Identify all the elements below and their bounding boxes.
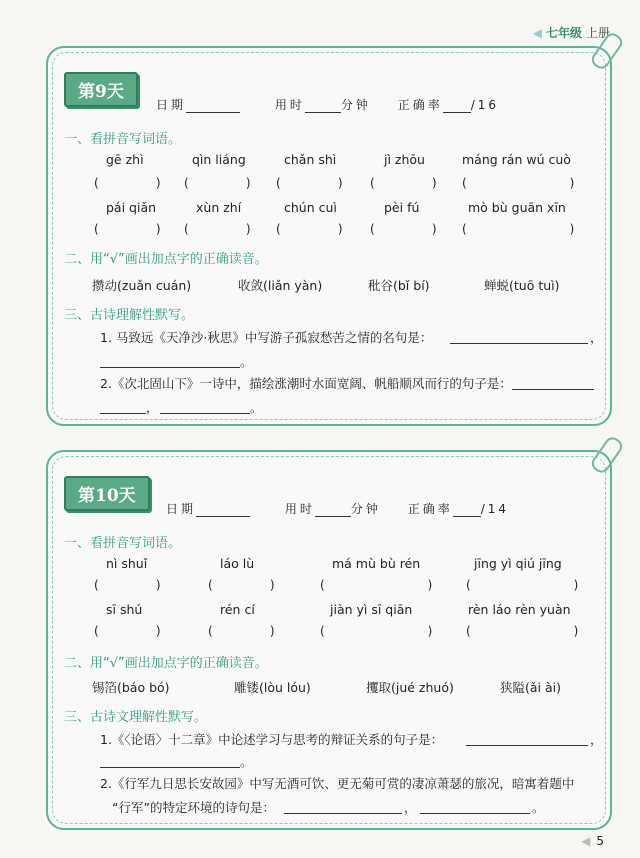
- punctuation: ，: [404, 800, 417, 815]
- answer-box[interactable]: ( ): [276, 222, 343, 236]
- pronunciation-choice[interactable]: 秕谷(bǐ bí): [368, 278, 430, 293]
- volume-label: 上册: [585, 26, 610, 40]
- pinyin: rén cí: [220, 602, 255, 617]
- answer-box[interactable]: ( ): [208, 624, 275, 638]
- answer-box[interactable]: ( ): [370, 222, 437, 236]
- pinyin: rèn láo rèn yuàn: [468, 602, 571, 617]
- answer-box[interactable]: ( ): [184, 222, 251, 236]
- day9-card: [46, 46, 612, 426]
- pinyin: sī shú: [106, 602, 143, 617]
- accuracy-label: 正确率: [407, 502, 453, 516]
- question-1: 1.《〈论语〉十二章》中论述学习与思考的辩证关系的句子是：: [100, 732, 444, 747]
- answer-box[interactable]: ( ): [370, 176, 437, 190]
- pinyin: nì shuǐ: [106, 556, 148, 571]
- time-field[interactable]: [305, 100, 341, 113]
- time-label: 用时: [284, 502, 315, 516]
- punctuation: ，: [590, 330, 603, 345]
- minute-label: 分钟: [350, 502, 381, 516]
- date-field[interactable]: [186, 100, 240, 113]
- answer-line[interactable]: [450, 342, 588, 344]
- answer-box[interactable]: ( ): [276, 176, 343, 190]
- answer-line[interactable]: [160, 412, 250, 414]
- pronunciation-choice[interactable]: 攒动(zuǎn cuán): [92, 278, 192, 293]
- answer-box[interactable]: ( ): [320, 578, 433, 592]
- accuracy-label: 正确率: [397, 98, 443, 112]
- question-1: 1. 马致远《天净沙·秋思》中写游子孤寂愁苦之情的名句是：: [100, 330, 433, 345]
- accuracy-total: /16: [470, 98, 500, 112]
- pinyin: pèi fú: [384, 200, 420, 215]
- punctuation: 。: [250, 400, 263, 415]
- punctuation: ，: [590, 732, 603, 747]
- arrow-icon: ◀: [532, 26, 542, 40]
- paperclip-icon: [589, 434, 626, 475]
- pinyin: xùn zhí: [196, 200, 242, 215]
- pronunciation-choice[interactable]: 攫取(jué zhuó): [366, 680, 454, 695]
- pronunciation-choice[interactable]: 蝉蜕(tuō tuì): [484, 278, 560, 293]
- section-1-title: 一、看拼音写词语。: [64, 536, 182, 551]
- minute-label: 分钟: [340, 98, 371, 112]
- pinyin: jiàn yì sī qiān: [330, 602, 413, 617]
- section-3-title: 三、古诗文理解性默写。: [64, 710, 208, 725]
- answer-line[interactable]: [100, 412, 146, 414]
- answer-box[interactable]: ( ): [94, 624, 161, 638]
- section-2-title: 二、用“√”画出加点字的正确读音。: [64, 252, 268, 267]
- pinyin: jì zhōu: [384, 152, 425, 167]
- grade-label: 七年级: [545, 26, 582, 40]
- pinyin: chún cuì: [284, 200, 337, 215]
- answer-box[interactable]: ( ): [462, 222, 575, 236]
- answer-line[interactable]: [466, 744, 588, 746]
- answer-line[interactable]: [100, 766, 240, 768]
- date-field[interactable]: [196, 504, 250, 517]
- page-number: [581, 834, 604, 848]
- day-badge: 第9天: [64, 72, 138, 107]
- question-2: 2.《次北固山下》一诗中，描绘涨潮时水面宽阔、帆船顺风而行的句子是：: [100, 376, 512, 391]
- pronunciation-choice[interactable]: 狭隘(ǎi ài): [500, 680, 561, 695]
- answer-box[interactable]: ( ): [94, 222, 161, 236]
- pinyin: mò bù guān xīn: [468, 200, 566, 215]
- answer-box[interactable]: ( ): [320, 624, 433, 638]
- answer-box[interactable]: ( ): [466, 578, 579, 592]
- answer-line[interactable]: [512, 388, 594, 390]
- answer-box[interactable]: ( ): [208, 578, 275, 592]
- date-label: 日期: [156, 98, 187, 112]
- punctuation: 。: [240, 354, 253, 369]
- accuracy-total: /14: [480, 502, 510, 516]
- time-label: 用时: [274, 98, 305, 112]
- answer-line[interactable]: [420, 812, 530, 814]
- day10-card: [46, 450, 612, 830]
- answer-box[interactable]: ( ): [466, 624, 579, 638]
- pronunciation-choice[interactable]: 收敛(liǎn yàn): [238, 278, 323, 293]
- question-2: 2.《行军九日思长安故园》中写无酒可饮、更无菊可赏的凄凉萧瑟的旅况，暗寓着题中: [100, 776, 575, 791]
- pinyin: jīng yì qiú jīng: [474, 556, 562, 571]
- answer-box[interactable]: ( ): [184, 176, 251, 190]
- meta-row: [166, 500, 509, 517]
- section-3-title: 三、古诗理解性默写。: [64, 308, 195, 323]
- punctuation: 。: [240, 754, 253, 769]
- answer-box[interactable]: ( ): [94, 578, 161, 592]
- grade-header: [533, 24, 610, 41]
- accuracy-field[interactable]: [443, 100, 471, 113]
- answer-line[interactable]: [284, 812, 402, 814]
- punctuation: ，: [146, 400, 159, 415]
- pinyin: pái qiǎn: [106, 200, 157, 215]
- pinyin: má mù bù rén: [332, 556, 421, 571]
- pronunciation-choice[interactable]: 锡箔(báo bó): [92, 680, 170, 695]
- section-1-title: 一、看拼音写词语。: [64, 132, 182, 147]
- accuracy-field[interactable]: [453, 504, 481, 517]
- pinyin: qìn liáng: [192, 152, 246, 167]
- question-2-cont: “行军”的特定环境的诗句是：: [112, 800, 275, 815]
- time-field[interactable]: [315, 504, 351, 517]
- pinyin: máng rán wú cuò: [462, 152, 571, 167]
- answer-box[interactable]: ( ): [94, 176, 161, 190]
- meta-row: [156, 96, 499, 113]
- day-badge: 第10天: [64, 476, 150, 511]
- pinyin: chǎn shì: [284, 152, 337, 167]
- pinyin: gē zhì: [106, 152, 144, 167]
- section-2-title: 二、用“√”画出加点字的正确读音。: [64, 656, 268, 671]
- pinyin: láo lù: [220, 556, 255, 571]
- arrow-icon: ◀: [581, 834, 591, 848]
- punctuation: 。: [532, 800, 545, 815]
- pronunciation-choice[interactable]: 雕镂(lòu lóu): [234, 680, 311, 695]
- page-number-value: 5: [596, 834, 604, 848]
- answer-box[interactable]: ( ): [462, 176, 575, 190]
- answer-line[interactable]: [100, 366, 240, 368]
- date-label: 日期: [166, 502, 197, 516]
